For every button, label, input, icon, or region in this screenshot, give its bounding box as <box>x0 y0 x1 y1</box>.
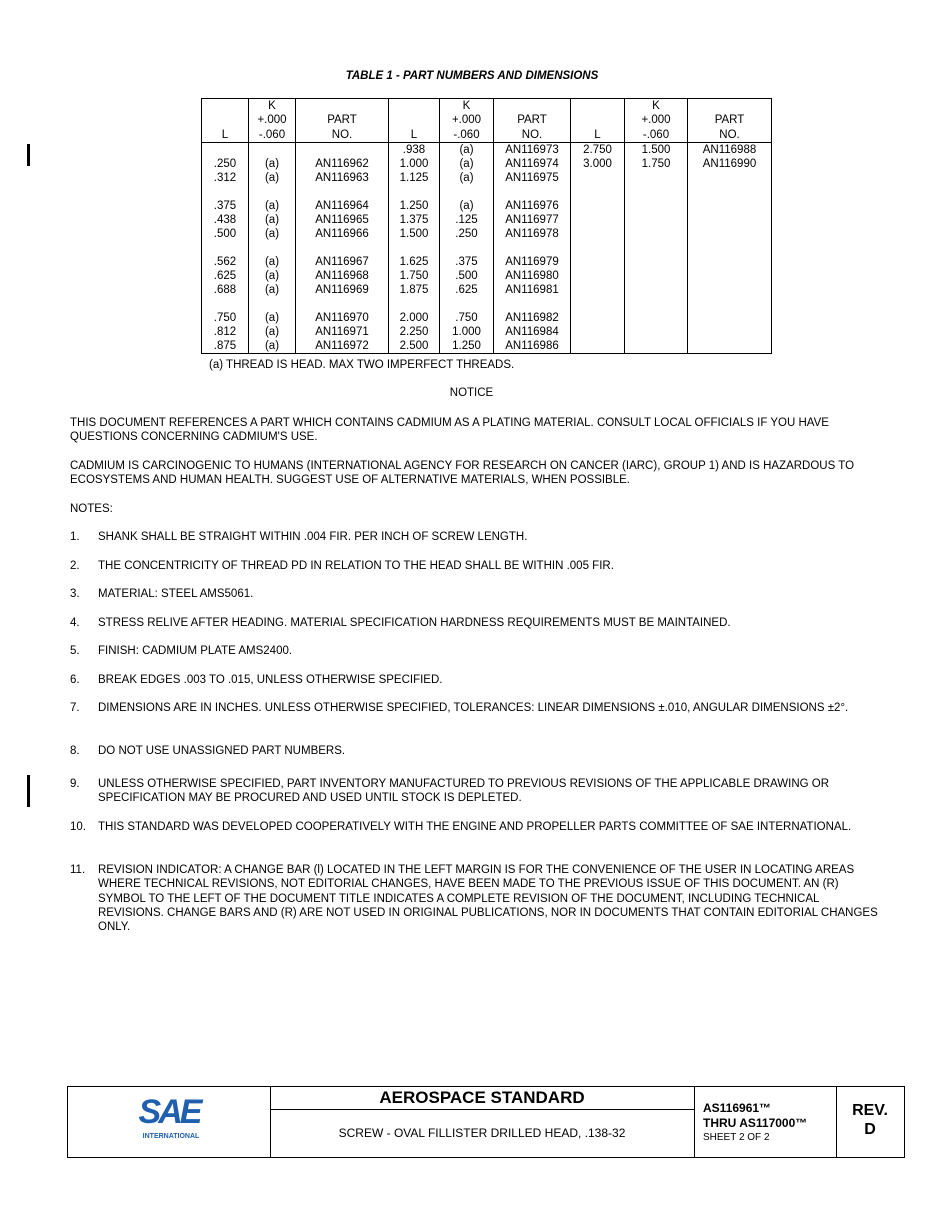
table-cell <box>688 186 772 199</box>
table-cell <box>688 339 772 354</box>
table-header-row <box>202 99 772 143</box>
table-cell <box>571 171 625 185</box>
note-item <box>70 616 880 630</box>
table-cell <box>688 255 772 269</box>
table-cell <box>494 298 571 311</box>
table-cell <box>202 186 249 199</box>
table-cell: AN116974 <box>494 157 571 171</box>
table-cell <box>494 242 571 255</box>
col-header-l: L <box>389 99 440 143</box>
table-cell <box>202 298 249 311</box>
table-cell: .938 <box>389 142 440 157</box>
table-cell: .625 <box>202 269 249 283</box>
table-cell: 1.750 <box>389 269 440 283</box>
revision-value: D <box>864 1121 876 1138</box>
table-cell <box>389 298 440 311</box>
notice-heading: NOTICE <box>449 387 494 399</box>
table-cell <box>571 339 625 354</box>
table-cell <box>688 311 772 325</box>
note-number: 7. <box>70 702 80 714</box>
note-item <box>70 559 880 573</box>
note-text: DIMENSIONS ARE IN INCHES. UNLESS OTHERWISE SPECIFIED, TOLERANCES: LINEAR DIMENSIONS ±.010, ANGULAR DIMENSIONS ±2°. <box>98 702 849 714</box>
col-header-k: K +.000 -.060 <box>440 99 494 143</box>
notice-paragraph: CADMIUM IS CARCINOGENIC TO HUMANS (INTERNATIONAL AGENCY FOR RESEARCH ON CANCER (IARC), GROUP 1) AND IS HAZARDOUS TO ECOSYSTEMS AND HUMAN HEALTH. SUGGEST USE OF ALTERNATIVE MATERIALS, WHEN POSSIBLE. <box>70 460 855 487</box>
table-cell: (a) <box>440 142 494 157</box>
note-item <box>70 701 880 715</box>
table-cell <box>688 227 772 241</box>
table-cell <box>389 242 440 255</box>
table-cell: 1.125 <box>389 171 440 185</box>
table-cell: AN116978 <box>494 227 571 241</box>
table-cell: AN116973 <box>494 142 571 157</box>
table-row <box>202 157 772 171</box>
note-text: THE CONCENTRICITY OF THREAD PD IN RELATION TO THE HEAD SHALL BE WITHIN .005 FIR. <box>98 560 614 572</box>
table-cell <box>571 227 625 241</box>
note-text: SHANK SHALL BE STRAIGHT WITHIN .004 FIR. PER INCH OF SCREW LENGTH. <box>98 531 528 543</box>
table-cell: 1.000 <box>440 325 494 339</box>
table-cell: .812 <box>202 325 249 339</box>
table-cell: 1.250 <box>440 339 494 354</box>
col-header-part-no: PART NO. <box>494 99 571 143</box>
table-cell <box>440 186 494 199</box>
note-item <box>70 587 880 601</box>
note-number: 8. <box>70 745 80 757</box>
table-row <box>202 283 772 297</box>
document-type: AEROSPACE STANDARD <box>270 1087 694 1110</box>
table-cell: 1.250 <box>389 199 440 213</box>
table-cell <box>688 269 772 283</box>
table-cell: 1.500 <box>389 227 440 241</box>
table-cell <box>571 283 625 297</box>
table-cell: AN116981 <box>494 283 571 297</box>
note-number: 4. <box>70 617 80 629</box>
note-number: 10. <box>70 821 86 833</box>
note-text: UNLESS OTHERWISE SPECIFIED, PART INVENTORY MANUFACTURED TO PREVIOUS REVISIONS OF THE APPLICABLE DRAWING OR SPECIFICATION MAY BE PROCURED AND USED UNTIL STOCK IS DEPLETED. <box>98 778 830 805</box>
document-number-cell <box>694 1087 837 1157</box>
table-cell: .562 <box>202 255 249 269</box>
note-number: 2. <box>70 560 80 572</box>
table-cell <box>296 242 389 255</box>
table-cell: .250 <box>202 157 249 171</box>
table-title: TABLE 1 - PART NUMBERS AND DIMENSIONS <box>345 70 599 82</box>
table-cell: AN116971 <box>296 325 389 339</box>
table-cell: AN116963 <box>296 171 389 185</box>
table-cell: (a) <box>249 213 296 227</box>
col-header-part-no: PART NO. <box>296 99 389 143</box>
table-cell: AN116977 <box>494 213 571 227</box>
table-cell: (a) <box>440 171 494 185</box>
table-cell <box>571 311 625 325</box>
table-cell: (a) <box>249 255 296 269</box>
table-cell <box>202 242 249 255</box>
table-cell: AN116975 <box>494 171 571 185</box>
table-cell <box>440 298 494 311</box>
note-text: MATERIAL: STEEL AMS5061. <box>98 588 254 600</box>
table-cell: .500 <box>202 227 249 241</box>
table-cell <box>688 199 772 213</box>
table-cell: .750 <box>440 311 494 325</box>
col-header-k: K +.000 -.060 <box>249 99 296 143</box>
table-cell <box>625 171 688 185</box>
table-row <box>202 325 772 339</box>
revision-label: REV. <box>852 1102 888 1119</box>
note-item <box>70 777 880 806</box>
table-cell: AN116972 <box>296 339 389 354</box>
note-number: 11. <box>70 864 86 876</box>
table-cell <box>625 298 688 311</box>
table-cell <box>571 186 625 199</box>
table-row <box>202 339 772 354</box>
note-item <box>70 673 880 687</box>
col-header-l: L <box>571 99 625 143</box>
table-cell: AN116966 <box>296 227 389 241</box>
table-cell <box>688 213 772 227</box>
table-spacer-row <box>202 298 772 311</box>
table-cell: AN116979 <box>494 255 571 269</box>
table-cell: (a) <box>440 199 494 213</box>
table-cell <box>440 242 494 255</box>
table-cell <box>571 199 625 213</box>
table-cell: AN116962 <box>296 157 389 171</box>
table-cell: (a) <box>249 283 296 297</box>
table-cell: 3.000 <box>571 157 625 171</box>
table-cell: 1.375 <box>389 213 440 227</box>
note-text: STRESS RELIVE AFTER HEADING. MATERIAL SPECIFICATION HARDNESS REQUIREMENTS MUST BE MAINTAINED. <box>98 617 731 629</box>
table-cell <box>688 325 772 339</box>
table-cell: .438 <box>202 213 249 227</box>
table-cell: .125 <box>440 213 494 227</box>
note-number: 6. <box>70 674 80 686</box>
note-number: 3. <box>70 588 80 600</box>
note-text: DO NOT USE UNASSIGNED PART NUMBERS. <box>98 745 346 757</box>
table-cell <box>625 325 688 339</box>
table-cell <box>249 186 296 199</box>
table-cell <box>296 186 389 199</box>
table-cell <box>571 269 625 283</box>
table-cell <box>571 255 625 269</box>
notes-heading: NOTES: <box>70 503 113 515</box>
logo-subtext: INTERNATIONAL <box>142 1133 200 1140</box>
sae-logo <box>68 1087 271 1157</box>
table-cell <box>688 242 772 255</box>
table-cell: AN116964 <box>296 199 389 213</box>
table-cell: (a) <box>249 339 296 354</box>
table-cell <box>688 298 772 311</box>
table-cell <box>625 227 688 241</box>
table-cell: .312 <box>202 171 249 185</box>
table-row <box>202 227 772 241</box>
note-number: 5. <box>70 645 80 657</box>
table-cell: 2.750 <box>571 142 625 157</box>
table-spacer-row <box>202 186 772 199</box>
table-cell: AN116967 <box>296 255 389 269</box>
revision-cell <box>836 1087 904 1157</box>
document-number-range: THRU AS117000™ <box>703 1116 808 1130</box>
table-cell: .625 <box>440 283 494 297</box>
table-cell: AN116986 <box>494 339 571 354</box>
table-row <box>202 142 772 157</box>
note-item <box>70 744 880 758</box>
table-cell <box>625 255 688 269</box>
table-cell <box>571 242 625 255</box>
table-row <box>202 255 772 269</box>
note-item <box>70 820 880 834</box>
note-text: BREAK EDGES .003 TO .015, UNLESS OTHERWISE SPECIFIED. <box>98 674 443 686</box>
table-cell: AN116969 <box>296 283 389 297</box>
table-cell <box>389 186 440 199</box>
table-cell: (a) <box>249 199 296 213</box>
table-cell: 1.500 <box>625 142 688 157</box>
table-row <box>202 311 772 325</box>
table-cell <box>688 171 772 185</box>
document-title: SCREW - OVAL FILLISTER DRILLED HEAD, .138-32 <box>338 1126 626 1140</box>
logo-text: SAE <box>138 1093 200 1131</box>
table-cell: (a) <box>249 325 296 339</box>
table-cell <box>625 311 688 325</box>
col-header-part-no: PART NO. <box>688 99 772 143</box>
title-block <box>67 1086 905 1158</box>
table-cell <box>571 213 625 227</box>
table-cell: (a) <box>249 227 296 241</box>
table-cell: AN116982 <box>494 311 571 325</box>
table-cell: .688 <box>202 283 249 297</box>
note-text: REVISION INDICATOR: A CHANGE BAR (l) LOCATED IN THE LEFT MARGIN IS FOR THE CONVENIENCE OF THE USER IN LOCATING AREAS WHERE TECHNICAL REVISIONS, NOT EDITORIAL CHANGES, HAVE BEEN MADE TO THE PREVIOUS ISSUE OF THIS DOCUMENT. AN (R) SYMBOL TO THE LEFT OF THE DOCUMENT TITLE INDICATES A COMPLETE REVISION OF THE DOCUMENT, INCLUDING TECHNICAL REVISIONS. CHANGE BARS AND (R) ARE NOT USED IN ORIGINAL PUBLICATIONS, NOR IN DOCUMENTS THAT CONTAIN EDITORIAL CHANGES ONLY. <box>98 864 878 934</box>
table-cell: 1.625 <box>389 255 440 269</box>
table-cell: AN116965 <box>296 213 389 227</box>
sheet-number: SHEET 2 OF 2 <box>703 1132 770 1143</box>
table-cell <box>249 298 296 311</box>
table-cell <box>625 242 688 255</box>
note-item <box>70 863 880 934</box>
table-spacer-row <box>202 242 772 255</box>
table-cell: (a) <box>249 269 296 283</box>
note-item <box>70 530 880 544</box>
table-cell: .500 <box>440 269 494 283</box>
col-header-k: K +.000 -.060 <box>625 99 688 143</box>
table-cell: (a) <box>249 157 296 171</box>
table-cell: (a) <box>249 171 296 185</box>
table-cell: (a) <box>249 311 296 325</box>
table-cell: .875 <box>202 339 249 354</box>
table-cell <box>296 142 389 157</box>
table-cell: 2.000 <box>389 311 440 325</box>
table-cell <box>625 199 688 213</box>
change-bar <box>27 775 30 807</box>
table-cell: .250 <box>440 227 494 241</box>
table-cell <box>249 142 296 157</box>
table-cell: 1.000 <box>389 157 440 171</box>
table-row <box>202 171 772 185</box>
table-cell <box>625 269 688 283</box>
note-number: 9. <box>70 778 80 790</box>
table-cell: 2.500 <box>389 339 440 354</box>
table-cell: 1.750 <box>625 157 688 171</box>
table-row <box>202 213 772 227</box>
table-cell: AN116968 <box>296 269 389 283</box>
change-bar <box>27 144 30 166</box>
note-item <box>70 644 880 658</box>
table-cell <box>625 339 688 354</box>
table-cell <box>571 325 625 339</box>
table-cell: AN116990 <box>688 157 772 171</box>
notice-paragraph: THIS DOCUMENT REFERENCES A PART WHICH CONTAINS CADMIUM AS A PLATING MATERIAL. CONSULT LOCAL OFFICIALS IF YOU HAVE QUESTIONS CONCERNING CADMIUM'S USE. <box>70 417 829 444</box>
table-cell: .375 <box>202 199 249 213</box>
table-cell: AN116984 <box>494 325 571 339</box>
table-cell <box>625 186 688 199</box>
note-text: THIS STANDARD WAS DEVELOPED COOPERATIVELY WITH THE ENGINE AND PROPELLER PARTS COMMITTEE OF SAE INTERNATIONAL. <box>98 821 852 833</box>
table-cell <box>249 242 296 255</box>
document-number: AS116961™ <box>703 1101 772 1115</box>
table-cell: 2.250 <box>389 325 440 339</box>
part-numbers-table <box>201 98 772 354</box>
table-row <box>202 199 772 213</box>
table-footnote: (a) THREAD IS HEAD. MAX TWO IMPERFECT THREADS. <box>209 359 515 371</box>
col-header-l: L <box>202 99 249 143</box>
table-cell <box>625 213 688 227</box>
table-cell: .750 <box>202 311 249 325</box>
table-cell: AN116988 <box>688 142 772 157</box>
table-cell: .375 <box>440 255 494 269</box>
note-number: 1. <box>70 531 80 543</box>
table-row <box>202 269 772 283</box>
table-cell <box>571 298 625 311</box>
table-cell: 1.875 <box>389 283 440 297</box>
table-cell: AN116976 <box>494 199 571 213</box>
table-cell <box>625 283 688 297</box>
table-cell <box>688 283 772 297</box>
table-cell <box>494 186 571 199</box>
sae-logo-icon <box>68 1087 270 1157</box>
table-cell: AN116970 <box>296 311 389 325</box>
table-cell <box>296 298 389 311</box>
table-cell: (a) <box>440 157 494 171</box>
note-text: FINISH: CADMIUM PLATE AMS2400. <box>98 645 293 657</box>
table-cell <box>202 142 249 157</box>
table-cell: AN116980 <box>494 269 571 283</box>
